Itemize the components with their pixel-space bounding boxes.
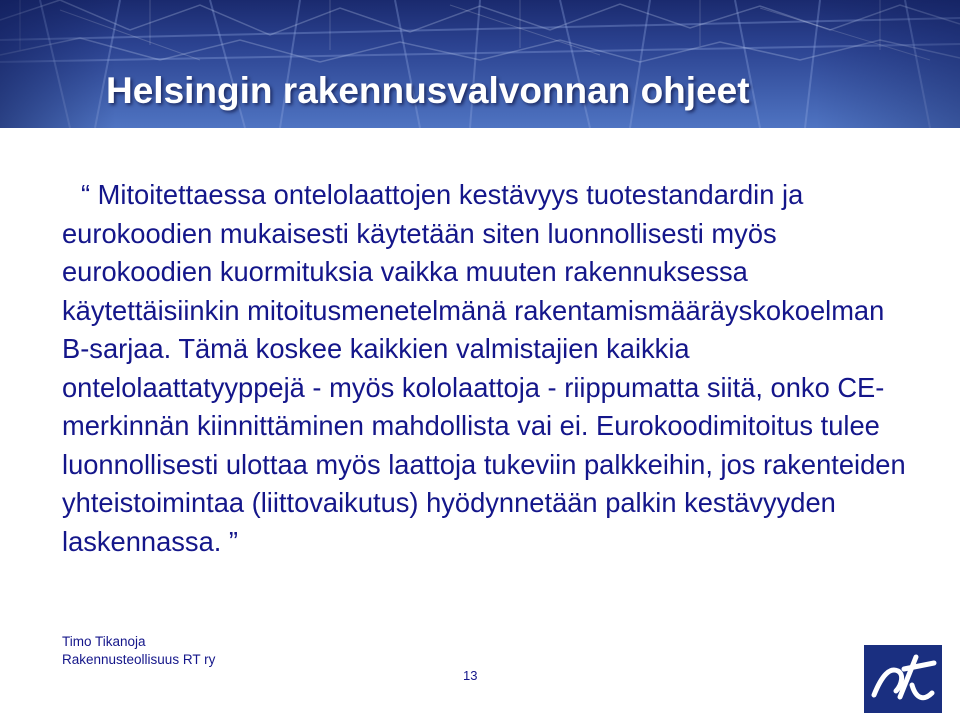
- quote-paragraph: “ Mitoitettaessa ontelolaattojen kestävyys tuotestandardin ja eurokoodien mukaisesti käytetään siten luonnollisesti myös eurokoodien kuormituksia vaikka muuten rakennuksessa käytettäisiinkin mitoitusmenetelmänä rakentamismääräyskokoelman B-sarjaa. Tämä koskee kaikkien valmistajien kaikkia ontelolaattatyyppejä - myös kololaattoja - riippumatta siitä, onko CE-merkinnän kiinnittäminen mahdollista vai ei. Eurokoodimitoitus tulee luonnollisesti ulottaa myös laattoja tukeviin palkkeihin, jos rakenteiden yhteistoimintaa (liittovaikutus) hyödynnetään palkin kestävyyden laskennassa. ”: [62, 179, 906, 557]
- slide-title: Helsingin rakennusvalvonnan ohjeet: [106, 70, 750, 111]
- page-number: 13: [463, 668, 478, 683]
- rt-logo-icon: [864, 645, 942, 713]
- author-name: Timo Tikanoja: [62, 634, 146, 649]
- organization-name: Rakennusteollisuus RT ry: [62, 652, 216, 667]
- footer-author-block: [62, 633, 215, 669]
